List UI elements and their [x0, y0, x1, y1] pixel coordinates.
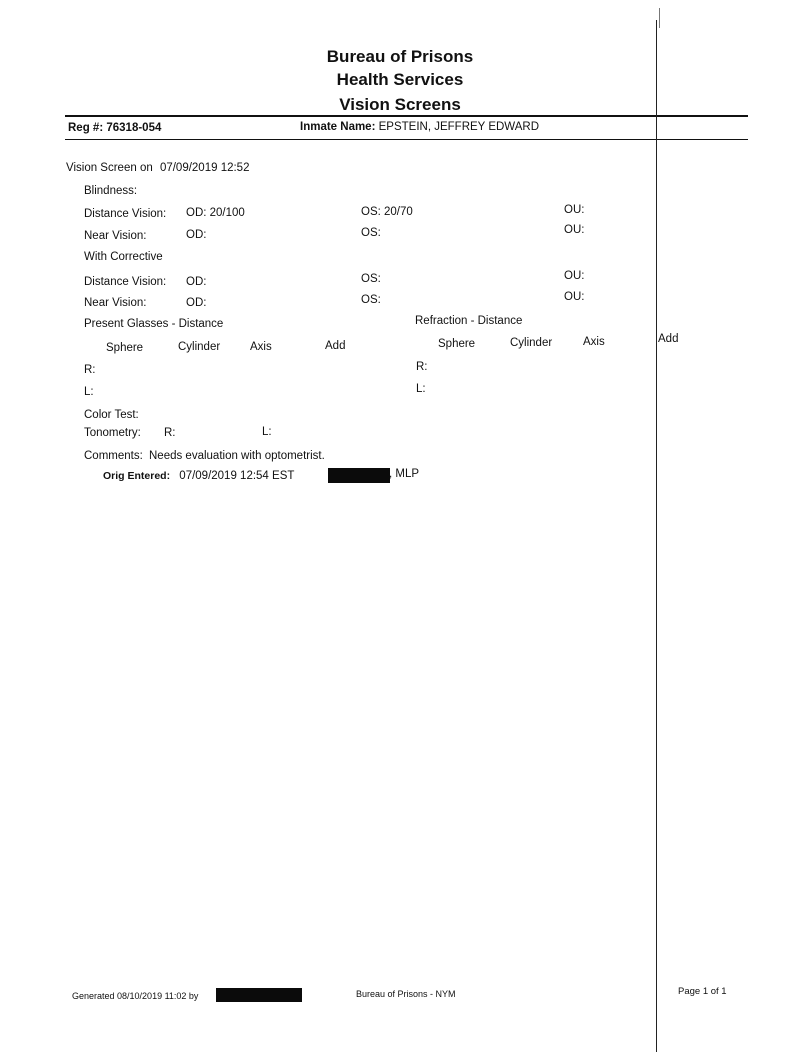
inmate-name-label: Inmate Name:: [300, 121, 376, 133]
present-glasses-left: L:: [84, 386, 94, 398]
near-os: OS:: [361, 227, 381, 239]
screen-heading: [66, 162, 249, 174]
distance-os: OS: 20/70: [361, 206, 413, 218]
near-ou: OU:: [564, 224, 585, 236]
inmate-name: [300, 121, 539, 133]
corrective-near-ou: OU:: [564, 291, 585, 303]
scan-mark: [659, 8, 660, 28]
col-axis-refraction: Axis: [583, 336, 605, 348]
redacted-name-block: [328, 468, 390, 483]
screen-heading-label: Vision Screen on: [66, 162, 153, 174]
present-glasses-right: R:: [84, 364, 96, 376]
color-test-label: Color Test:: [84, 409, 139, 421]
inmate-name-value: EPSTEIN, JEFFREY EDWARD: [378, 121, 540, 133]
corrective-near-os: OS:: [361, 294, 381, 306]
distance-vision-label: Distance Vision:: [84, 208, 167, 220]
present-glasses-label: Present Glasses - Distance: [84, 318, 224, 330]
refraction-label: Refraction - Distance: [415, 315, 523, 327]
comments-label: Comments:: [84, 450, 143, 462]
distance-ou: OU:: [564, 204, 585, 216]
col-sphere: Sphere: [106, 342, 144, 354]
col-cylinder-refraction: Cylinder: [510, 337, 553, 349]
department-title: Health Services: [336, 70, 464, 89]
reg-value: 76318-054: [106, 122, 162, 134]
patient-rule: [65, 139, 748, 140]
orig-entered-credential: , MLP: [389, 468, 420, 480]
near-od: OD:: [186, 229, 207, 241]
generated-text: Generated 08/10/2019 11:02 by: [72, 991, 199, 1001]
footer-institution: Bureau of Prisons - NYM: [356, 989, 456, 999]
corrective-distance-label: Distance Vision:: [84, 276, 167, 288]
orig-entered-label: Orig Entered:: [103, 470, 171, 482]
page-margin-line: [656, 20, 657, 1052]
agency-title: Bureau of Prisons: [326, 47, 474, 66]
col-axis: Axis: [250, 341, 272, 353]
reg-label: Reg #:: [68, 122, 104, 134]
refraction-left: L:: [416, 383, 426, 395]
with-corrective-label: With Corrective: [84, 251, 163, 263]
corrective-near-od: OD:: [186, 297, 207, 309]
screen-heading-date: 07/09/2019 12:52: [159, 162, 250, 174]
corrective-distance-os: OS:: [361, 273, 381, 285]
tonometry-left: L:: [262, 426, 272, 438]
blindness-label: Blindness:: [84, 185, 138, 197]
refraction-right: R:: [416, 361, 428, 373]
col-add-refraction: Add: [658, 333, 679, 345]
col-sphere-refraction: Sphere: [438, 338, 476, 350]
header-rule: [65, 115, 748, 117]
near-vision-label: Near Vision:: [84, 230, 147, 242]
comments: [84, 450, 325, 462]
corrective-near-label: Near Vision:: [84, 297, 147, 309]
col-add: Add: [325, 340, 346, 352]
tonometry-label: Tonometry:: [84, 427, 141, 439]
corrective-distance-ou: OU:: [564, 270, 585, 282]
distance-od: OD: 20/100: [186, 207, 245, 219]
redacted-generator-block: [216, 988, 302, 1002]
reg-number: [68, 122, 161, 134]
col-cylinder: Cylinder: [178, 341, 221, 353]
form-title: Vision Screens: [339, 95, 461, 114]
comments-value: Needs evaluation with optometrist.: [149, 450, 325, 462]
tonometry-right: R:: [164, 427, 176, 439]
orig-entered-value: 07/09/2019 12:54 EST: [179, 470, 295, 482]
orig-entered: [103, 470, 294, 482]
page-number: Page 1 of 1: [678, 986, 727, 997]
corrective-distance-od: OD:: [186, 276, 207, 288]
